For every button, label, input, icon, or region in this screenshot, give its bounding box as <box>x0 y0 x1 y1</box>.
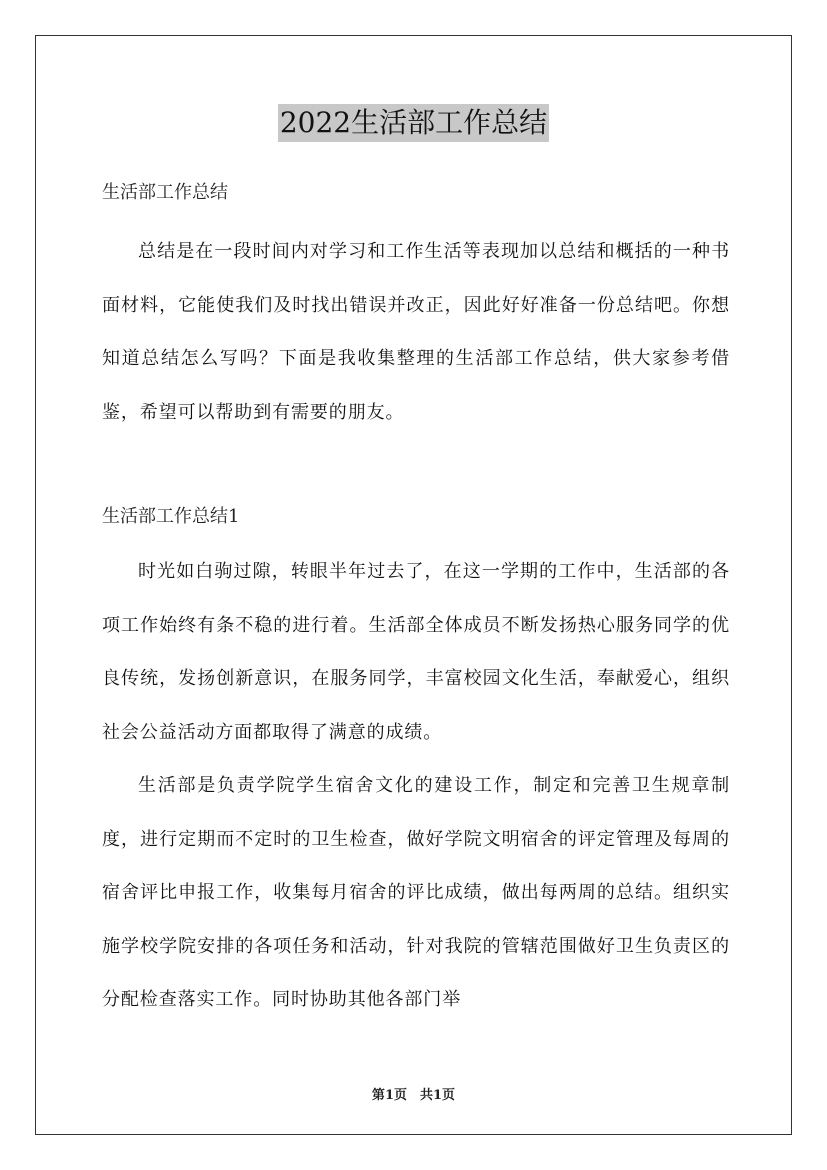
footer-page-total: 1 <box>433 1088 443 1103</box>
intro-paragraph: 总结是在一段时间内对学习和工作生活等表现加以总结和概括的一种书面材料，它能使我们及时找出错误并改正，因此好好准备一份总结吧。你想知道总结怎么写吗？下面是我收集整理的生活部工作总结，供大家参考借鉴，希望可以帮助到有需要的朋友。 <box>102 241 730 423</box>
document-title: 2022生活部工作总结 <box>278 104 549 142</box>
title-container <box>0 104 827 142</box>
section1-paragraph-1: 时光如白驹过隙，转眼半年过去了，在这一学期的工作中，生活部的各项工作始终有条不稳的进行着。生活部全体成员不断发扬热心服务同学的优良传统，发扬创新意识，在服务同学，丰富校园文化生活，奉献爱心，组织社会公益活动方面都取得了满意的成绩。 <box>102 561 730 743</box>
intro-heading: 生活部工作总结 <box>102 182 228 203</box>
footer-page-number: 1 <box>384 1088 394 1103</box>
document-body <box>102 173 730 1027</box>
page-footer <box>0 1084 827 1103</box>
footer-prefix: 第 <box>371 1088 385 1103</box>
section1-paragraph-2: 生活部是负责学院学生宿舍文化的建设工作，制定和完善卫生规章制度，进行定期而不定时的卫生检查，做好学院文明宿舍的评定管理及每周的宿舍评比申报工作，收集每月宿舍的评比成绩，做出每两周的总结。组织实施学校学院安排的各项任务和活动，针对我院的管辖范围做好卫生负责区的分配检查落实工作。同时协助其他各部门举 <box>102 775 730 1010</box>
section1-heading: 生活部工作总结1 <box>102 506 240 527</box>
footer-suffix: 页 <box>442 1088 456 1103</box>
footer-mid: 页 共 <box>393 1088 433 1103</box>
